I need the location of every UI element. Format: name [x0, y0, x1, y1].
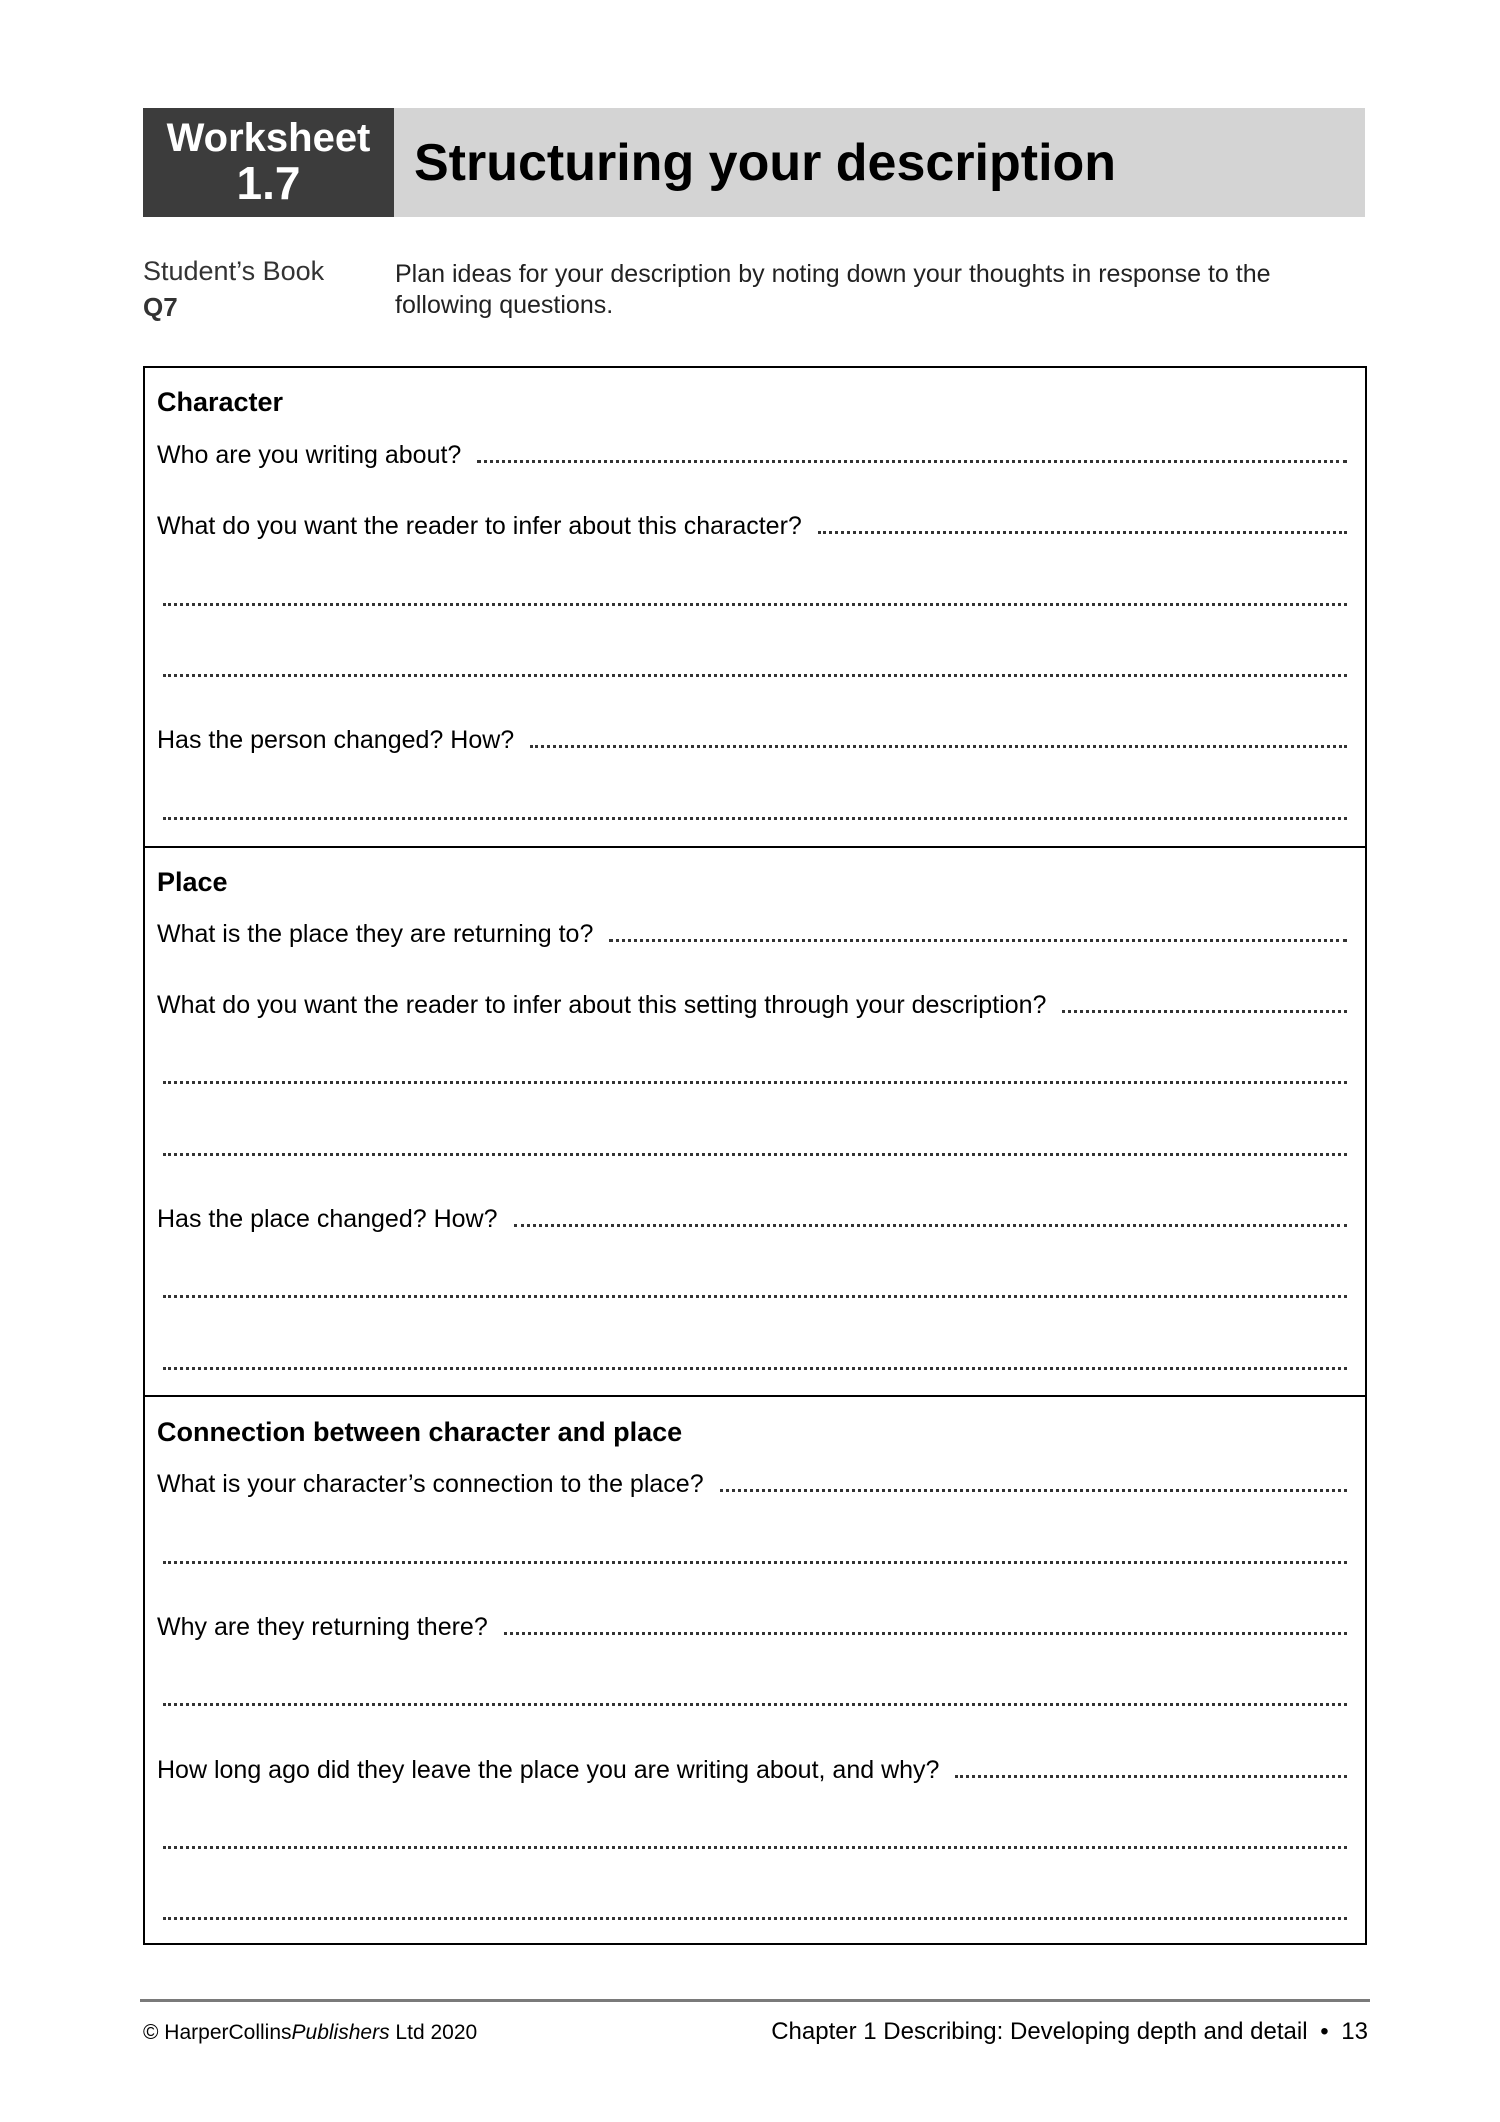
question-row	[157, 1751, 1347, 1785]
question-label: How long ago did they leave the place you are writing about, and why?	[157, 1756, 940, 1784]
answer-line[interactable]	[163, 1081, 1347, 1084]
page-number: 13	[1341, 2018, 1368, 2045]
answer-row	[157, 1343, 1347, 1377]
title-bar	[394, 108, 1365, 217]
answer-line[interactable]	[163, 1561, 1347, 1564]
section-divider	[145, 1395, 1365, 1397]
answer-line[interactable]	[163, 674, 1347, 677]
answer-row	[157, 650, 1347, 684]
answer-line[interactable]	[955, 1775, 1347, 1778]
worksheet-label: Worksheet	[166, 116, 371, 161]
chapter-footer	[771, 2018, 1368, 2046]
answer-line[interactable]	[514, 1224, 1347, 1227]
section-heading: Place	[157, 867, 228, 897]
question-label: Who are you writing about?	[157, 441, 462, 469]
copyright-prefix: © HarperCollins	[143, 2021, 292, 2044]
answer-row	[157, 1271, 1347, 1305]
copyright	[143, 2021, 477, 2045]
section-divider	[145, 846, 1365, 848]
question-label: What is the place they are returning to?	[157, 920, 594, 948]
answer-line[interactable]	[163, 1367, 1347, 1370]
answer-row	[157, 1537, 1347, 1571]
answer-line[interactable]	[720, 1489, 1347, 1492]
answer-row	[157, 1679, 1347, 1713]
question-row	[157, 915, 1347, 949]
question-row	[157, 1608, 1347, 1642]
answer-line[interactable]	[504, 1632, 1347, 1635]
bullet: •	[1320, 2018, 1329, 2045]
answer-row	[157, 793, 1347, 827]
section-heading: Connection between character and place	[157, 1417, 683, 1447]
chapter-title: Chapter 1 Describing: Developing depth and detail	[771, 2018, 1308, 2045]
question-label: What is your character’s connection to the place?	[157, 1470, 704, 1498]
question-row	[157, 436, 1347, 470]
answer-row	[157, 579, 1347, 613]
question-label: What do you want the reader to infer about this setting through your description?	[157, 991, 1047, 1019]
answer-line[interactable]	[609, 939, 1347, 942]
question-row	[157, 721, 1347, 755]
answer-line[interactable]	[163, 1917, 1347, 1920]
section-heading: Character	[157, 387, 284, 417]
answer-line[interactable]	[163, 1295, 1347, 1298]
question-label: Has the person changed? How?	[157, 726, 515, 754]
answer-line[interactable]	[163, 603, 1347, 606]
question-ref: Q7	[143, 292, 178, 322]
answer-line[interactable]	[163, 817, 1347, 820]
footer-rule	[140, 1999, 1370, 2002]
question-row	[157, 1465, 1347, 1499]
question-label: What do you want the reader to infer about this character?	[157, 512, 802, 540]
answer-row	[157, 1822, 1347, 1856]
students-book-label: Student’s Book	[143, 256, 325, 286]
answer-row	[157, 1893, 1347, 1927]
question-label: Has the place changed? How?	[157, 1205, 498, 1233]
section-heading-connection	[157, 1414, 1347, 1448]
section-heading-place	[157, 864, 1347, 898]
answer-line[interactable]	[163, 1846, 1347, 1849]
answer-line[interactable]	[1062, 1010, 1347, 1013]
question-row	[157, 986, 1347, 1020]
worksheet-number: 1.7	[236, 157, 301, 210]
intro-text: Plan ideas for your description by noting down your thoughts in response to the following questions.	[395, 260, 1271, 319]
worksheet-badge	[143, 108, 394, 217]
question-row	[157, 507, 1347, 541]
question-label: Why are they returning there?	[157, 1613, 488, 1641]
page-title: Structuring your description	[414, 133, 1117, 192]
answer-line[interactable]	[163, 1153, 1347, 1156]
question-row	[157, 1200, 1347, 1234]
answer-line[interactable]	[530, 745, 1347, 748]
answer-line[interactable]	[163, 1703, 1347, 1706]
copyright-italic: Publishers	[291, 2021, 390, 2044]
answer-line[interactable]	[477, 460, 1347, 463]
copyright-suffix: Ltd 2020	[389, 2021, 478, 2044]
section-heading-character	[157, 384, 1347, 418]
answer-line[interactable]	[818, 531, 1347, 534]
answer-row	[157, 1057, 1347, 1091]
answer-row	[157, 1129, 1347, 1163]
